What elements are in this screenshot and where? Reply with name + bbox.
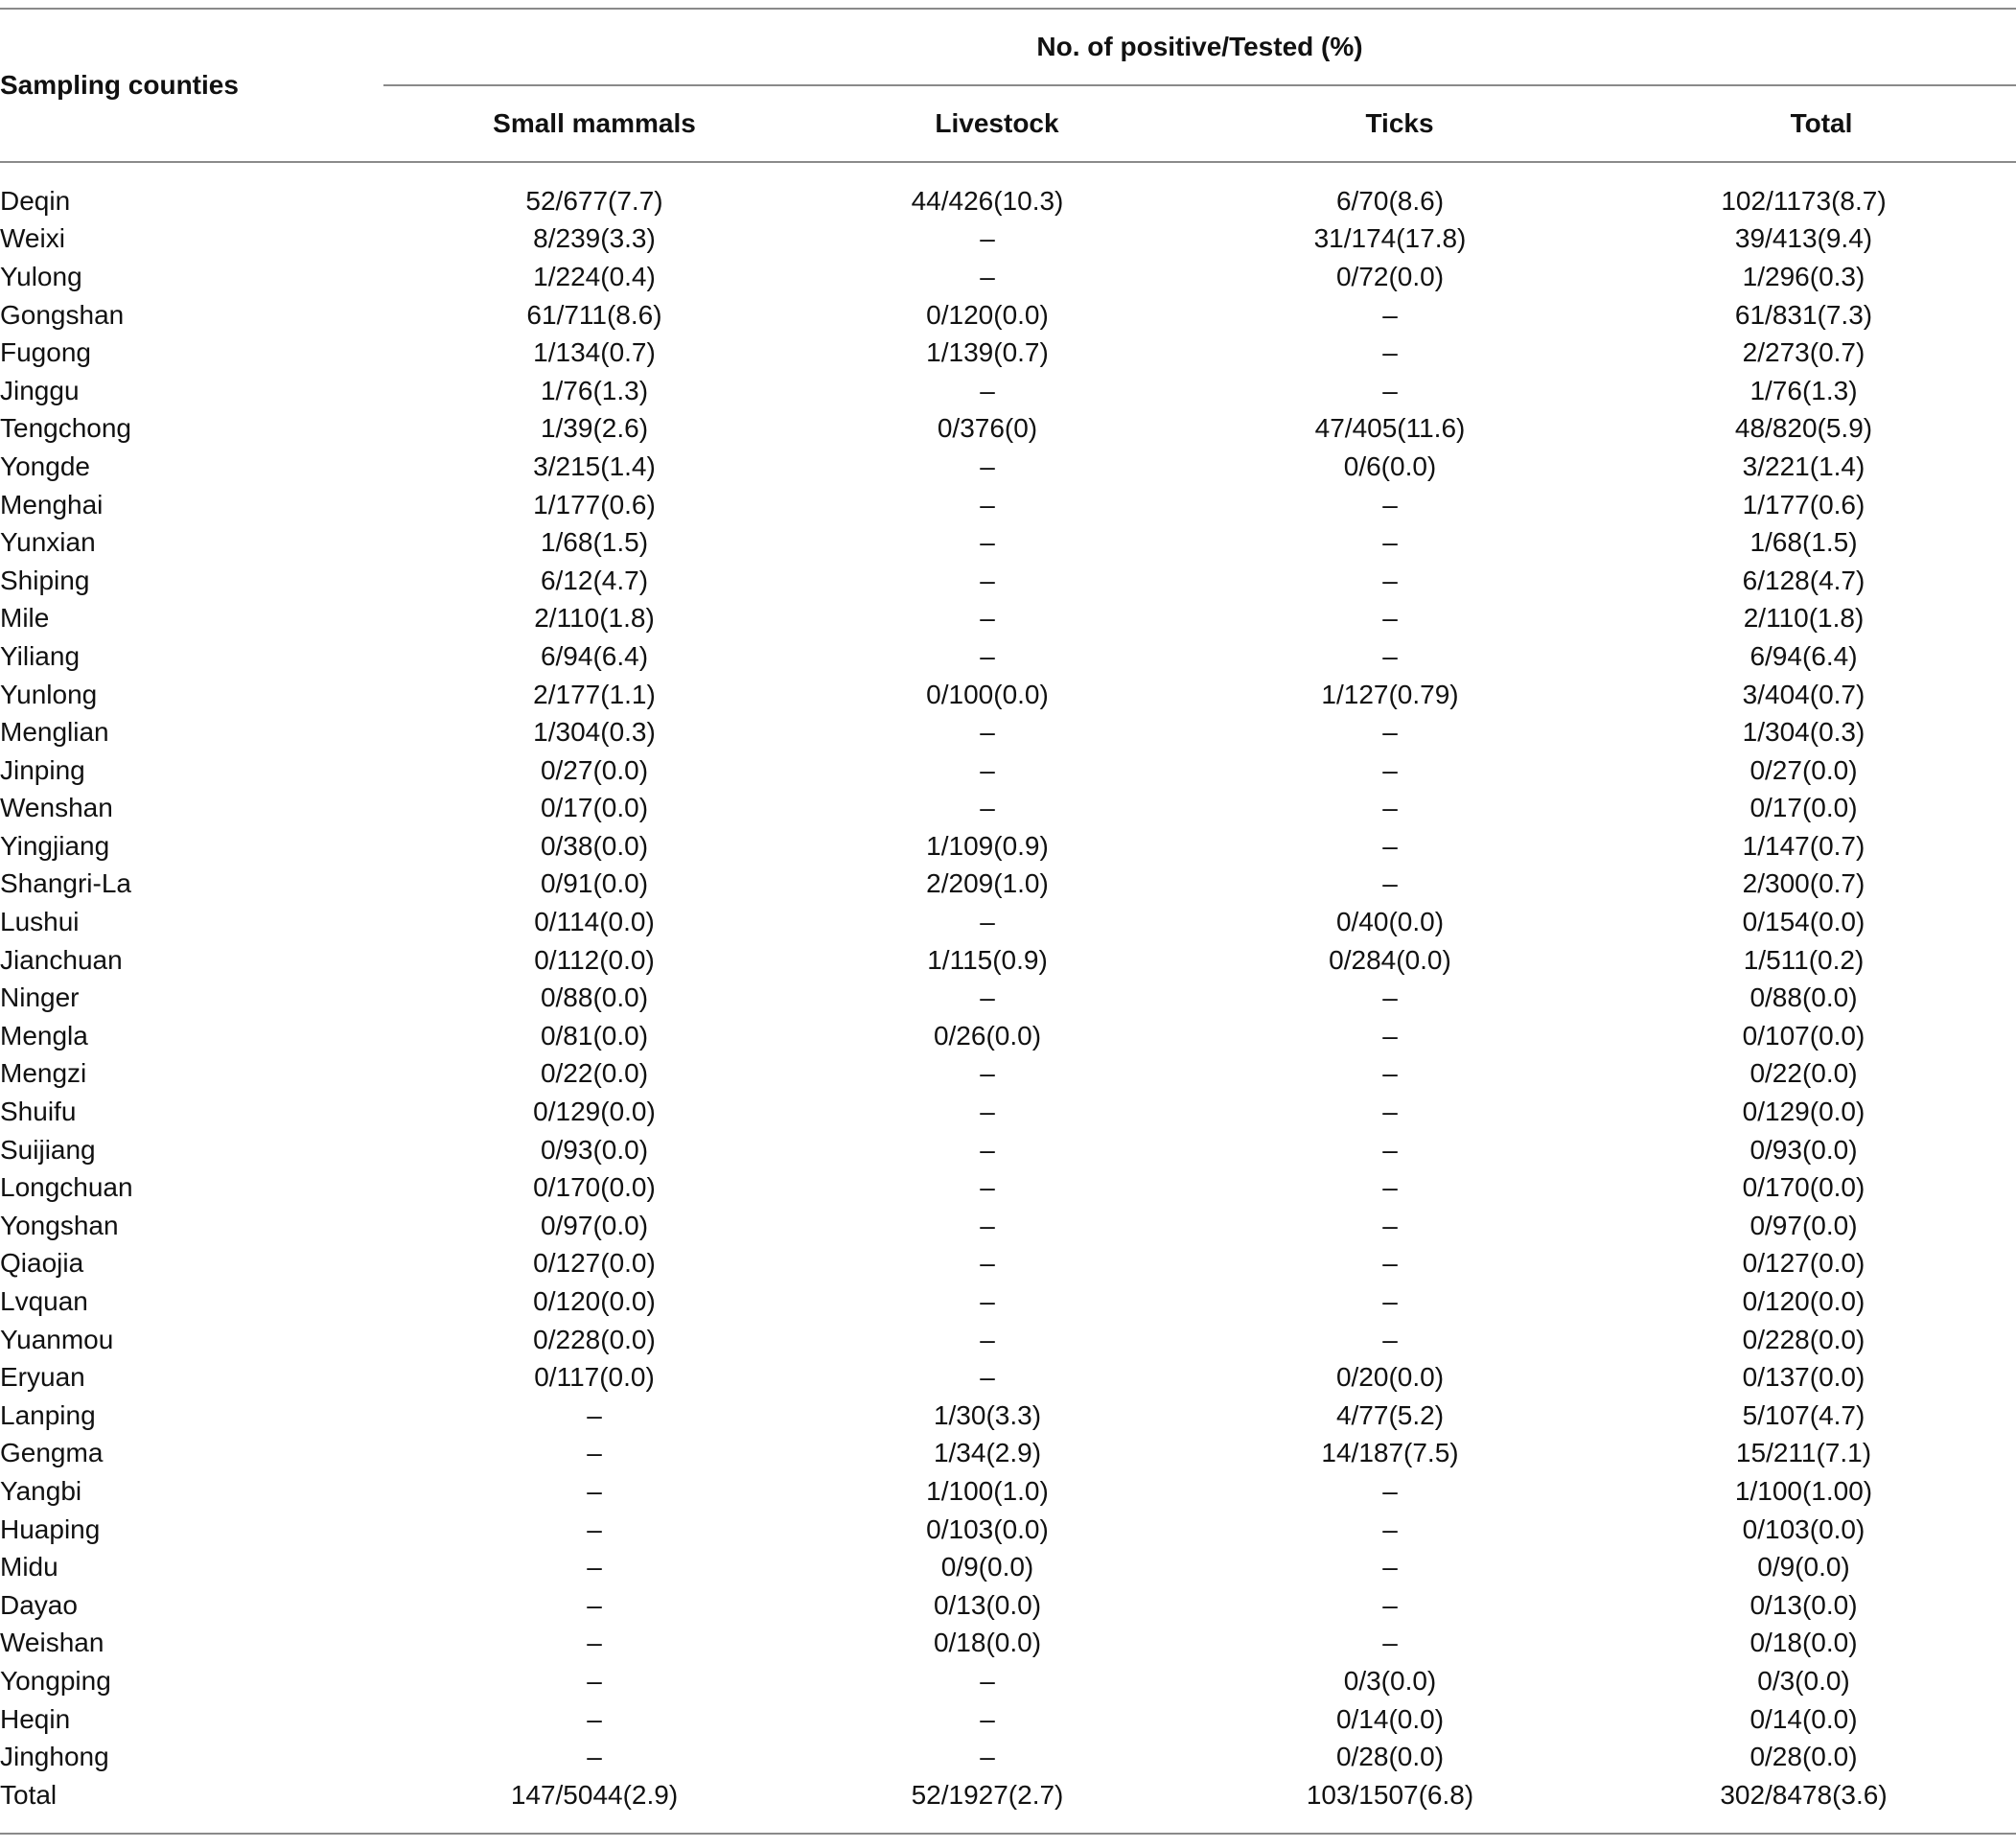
table-row <box>0 220 2016 259</box>
table-cell: – <box>980 640 995 671</box>
table-cell: 0/13(0.0) <box>933 1589 1042 1620</box>
table-cell: – <box>587 1703 602 1734</box>
header-bottom-rule <box>0 161 2016 163</box>
table-cell: 0/20(0.0) <box>1335 1362 1445 1393</box>
table-row <box>0 562 2016 600</box>
table-cell: 0/9(0.0) <box>1757 1552 1850 1582</box>
table-cell: – <box>980 603 995 634</box>
table-cell: 0/127(0.0) <box>1742 1248 1865 1279</box>
table-cell: – <box>980 982 995 1013</box>
table-cell: 0/38(0.0) <box>540 830 649 861</box>
table-cell: 0/97(0.0) <box>540 1210 649 1240</box>
table-cell: 1/115(0.9) <box>927 944 1048 975</box>
table-cell: 1/100(1.00) <box>1734 1475 1873 1506</box>
county-name-cell: Fugong <box>0 337 91 368</box>
table-cell: – <box>980 717 995 748</box>
table-cell: 0/91(0.0) <box>540 868 649 899</box>
table-cell: – <box>1382 337 1398 368</box>
table-cell: – <box>1382 527 1398 558</box>
table-cell: – <box>980 1172 995 1203</box>
table-cell: 1/127(0.79) <box>1321 679 1459 709</box>
county-name-cell: Shiping <box>0 565 90 595</box>
column-header-ticks: Ticks <box>1365 108 1434 138</box>
table-cell: – <box>980 565 995 595</box>
table-cell: 0/13(0.0) <box>1750 1589 1858 1620</box>
table-cell: 0/17(0.0) <box>540 793 649 823</box>
table-cell: 2/177(1.1) <box>533 679 656 709</box>
table-total-row <box>0 1776 2016 1814</box>
table-row <box>0 1131 2016 1169</box>
table-cell: – <box>587 1552 602 1582</box>
table-row <box>0 1662 2016 1700</box>
county-name-cell: Total <box>0 1779 58 1810</box>
table-cell: 1/39(2.6) <box>540 413 649 444</box>
table-cell: 0/22(0.0) <box>1750 1058 1858 1089</box>
table-row <box>0 1321 2016 1359</box>
county-name-cell: Gongshan <box>0 299 125 330</box>
county-name-cell: Lvquan <box>0 1286 88 1317</box>
table-cell: 8/239(3.3) <box>533 223 656 254</box>
table-cell: 102/1173(8.7) <box>1721 185 1887 216</box>
table-cell: 0/18(0.0) <box>1750 1628 1858 1658</box>
table-cell: 1/68(1.5) <box>540 527 649 558</box>
table-cell: – <box>1382 717 1398 748</box>
table-cell: – <box>1382 1628 1398 1658</box>
table-cell: – <box>1382 603 1398 634</box>
table-cell: 0/117(0.0) <box>534 1362 655 1393</box>
county-name-cell: Lushui <box>0 907 80 937</box>
table-cell: 0/129(0.0) <box>533 1097 656 1127</box>
table-cell: 1/30(3.3) <box>933 1399 1042 1430</box>
county-name-cell: Weishan <box>0 1628 104 1658</box>
table-cell: 6/128(4.7) <box>1742 565 1865 595</box>
county-name-cell: Yongde <box>0 450 90 481</box>
table-cell: 2/273(0.7) <box>1742 337 1865 368</box>
table-cell: 0/40(0.0) <box>1335 907 1445 937</box>
table-cell: 302/8478(3.6) <box>1720 1779 1888 1810</box>
table-cell: 47/405(11.6) <box>1314 413 1466 444</box>
table-cell: – <box>587 1742 602 1772</box>
table-cell: 61/831(7.3) <box>1734 299 1873 330</box>
county-name-cell: Yuanmou <box>0 1324 114 1354</box>
table-cell: 0/14(0.0) <box>1750 1703 1858 1734</box>
table-cell: 1/34(2.9) <box>933 1438 1042 1468</box>
county-name-cell: Shuifu <box>0 1097 77 1127</box>
county-name-cell: Jinping <box>0 754 85 785</box>
table-cell: 1/134(0.7) <box>533 337 656 368</box>
table-row <box>0 676 2016 714</box>
table-cell: – <box>587 1628 602 1658</box>
county-name-cell: Wenshan <box>0 793 113 823</box>
table-row <box>0 1548 2016 1586</box>
table-cell: – <box>1382 1058 1398 1089</box>
table-cell: – <box>1382 1552 1398 1582</box>
table-bottom-rule <box>0 1833 2016 1835</box>
table-cell: 52/677(7.7) <box>525 185 663 216</box>
column-header-livestock: Livestock <box>935 108 1059 138</box>
table-row <box>0 486 2016 524</box>
county-name-cell: Jinghong <box>0 1742 109 1772</box>
table-cell: 0/107(0.0) <box>1742 1020 1865 1051</box>
table-cell: 1/76(1.3) <box>1750 375 1858 405</box>
table-row <box>0 751 2016 790</box>
table-cell: – <box>587 1589 602 1620</box>
table-row <box>0 1700 2016 1739</box>
table-cell: 0/18(0.0) <box>933 1628 1042 1658</box>
county-name-cell: Jinggu <box>0 375 80 405</box>
table-cell: – <box>1382 1248 1398 1279</box>
table-cell: 2/209(1.0) <box>926 868 1049 899</box>
county-name-cell: Yunlong <box>0 679 98 709</box>
table-cell: – <box>1382 1020 1398 1051</box>
table-cell: 3/404(0.7) <box>1742 679 1865 709</box>
county-name-cell: Yongping <box>0 1665 111 1696</box>
row-header-sampling-counties: Sampling counties <box>0 70 239 100</box>
table-cell: 0/120(0.0) <box>926 299 1049 330</box>
table-cell: 0/3(0.0) <box>1757 1665 1850 1696</box>
table-cell: – <box>1382 1172 1398 1203</box>
table-cell: 1/100(1.0) <box>926 1475 1049 1506</box>
table-row <box>0 1017 2016 1055</box>
table-cell: – <box>980 489 995 520</box>
table-cell: 1/109(0.9) <box>926 830 1049 861</box>
county-name-cell: Menghai <box>0 489 104 520</box>
table-row <box>0 448 2016 486</box>
table-cell: 0/103(0.0) <box>1742 1513 1865 1544</box>
table-cell: 1/147(0.7) <box>1742 830 1865 861</box>
table-cell: – <box>980 450 995 481</box>
table-cell: 0/100(0.0) <box>926 679 1049 709</box>
county-name-cell: Deqin <box>0 185 71 216</box>
table-cell: – <box>980 223 995 254</box>
table-cell: – <box>1382 1589 1398 1620</box>
column-group-header: No. of positive/Tested (%) <box>1036 32 1363 61</box>
table-cell: 0/93(0.0) <box>540 1134 649 1165</box>
table-row <box>0 866 2016 904</box>
table-cell: 0/114(0.0) <box>534 907 655 937</box>
county-name-cell: Shangri-La <box>0 868 131 899</box>
table-row <box>0 334 2016 372</box>
county-name-cell: Heqin <box>0 1703 71 1734</box>
table-cell: 44/426(10.3) <box>911 185 1064 216</box>
table-cell: – <box>980 1324 995 1354</box>
table-row <box>0 1397 2016 1435</box>
county-name-cell: Yingjiang <box>0 830 110 861</box>
table-cell: 6/94(6.4) <box>1750 640 1858 671</box>
table-row <box>0 1435 2016 1473</box>
column-header-small-mammals: Small mammals <box>493 108 696 138</box>
table-cell: – <box>980 527 995 558</box>
table-cell: 0/103(0.0) <box>926 1513 1049 1544</box>
table-cell: – <box>980 1362 995 1393</box>
table-cell: – <box>980 754 995 785</box>
table-cell: 0/17(0.0) <box>1750 793 1858 823</box>
table-cell: 0/27(0.0) <box>1750 754 1858 785</box>
table-cell: 1/304(0.3) <box>533 717 656 748</box>
table-cell: – <box>980 907 995 937</box>
table-cell: 1/304(0.3) <box>1742 717 1865 748</box>
table-cell: 0/228(0.0) <box>533 1324 656 1354</box>
table-cell: 0/28(0.0) <box>1335 1742 1445 1772</box>
table-cell: – <box>980 261 995 291</box>
table-cell: – <box>587 1665 602 1696</box>
table-top-rule <box>0 8 2016 10</box>
table-row <box>0 1738 2016 1776</box>
county-name-cell: Weixi <box>0 223 65 254</box>
table-cell: 0/170(0.0) <box>533 1172 656 1203</box>
table-cell: – <box>1382 1097 1398 1127</box>
table-cell: 4/77(5.2) <box>1335 1399 1445 1430</box>
table-cell: – <box>1382 1134 1398 1165</box>
county-name-cell: Lanping <box>0 1399 96 1430</box>
table-cell: 0/81(0.0) <box>540 1020 649 1051</box>
table-cell: – <box>980 1097 995 1127</box>
table-row <box>0 941 2016 980</box>
table-cell: 2/110(1.8) <box>534 603 655 634</box>
table-cell: – <box>1382 640 1398 671</box>
table-cell: 0/93(0.0) <box>1750 1134 1858 1165</box>
table-row <box>0 713 2016 751</box>
column-header-total: Total <box>1790 108 1853 138</box>
county-name-cell: Mile <box>0 603 50 634</box>
table-row <box>0 637 2016 676</box>
table-cell: 1/68(1.5) <box>1750 527 1858 558</box>
table-row <box>0 372 2016 410</box>
county-name-cell: Yangbi <box>0 1475 82 1506</box>
table-cell: – <box>1382 565 1398 595</box>
table-cell: – <box>980 793 995 823</box>
table-cell: 1/76(1.3) <box>540 375 649 405</box>
table-cell: – <box>587 1438 602 1468</box>
county-name-cell: Mengzi <box>0 1058 87 1089</box>
table-cell: – <box>1382 754 1398 785</box>
table-cell: 52/1927(2.7) <box>911 1779 1064 1810</box>
table-cell: 15/211(7.1) <box>1735 1438 1872 1468</box>
table-row <box>0 1093 2016 1131</box>
table-cell: 6/12(4.7) <box>540 565 649 595</box>
table-cell: – <box>1382 793 1398 823</box>
table-row <box>0 1282 2016 1321</box>
county-name-cell: Yiliang <box>0 640 81 671</box>
table-row <box>0 1358 2016 1397</box>
county-name-cell: Qiaojia <box>0 1248 84 1279</box>
table-cell: 3/215(1.4) <box>533 450 656 481</box>
table-cell: 39/413(9.4) <box>1734 223 1873 254</box>
county-name-cell: Mengla <box>0 1020 88 1051</box>
table-cell: – <box>1382 830 1398 861</box>
table-cell: 2/110(1.8) <box>1743 603 1865 634</box>
table-cell: 0/137(0.0) <box>1742 1362 1865 1393</box>
county-name-cell: Yulong <box>0 261 82 291</box>
table-cell: 0/170(0.0) <box>1742 1172 1865 1203</box>
group-header-underline <box>383 84 2016 86</box>
county-name-cell: Ninger <box>0 982 80 1013</box>
table-row <box>0 182 2016 220</box>
data-table <box>0 182 2016 1814</box>
table-cell: 0/154(0.0) <box>1742 907 1865 937</box>
table-cell: 0/9(0.0) <box>940 1552 1034 1582</box>
table-cell: – <box>1382 868 1398 899</box>
table-cell: – <box>1382 489 1398 520</box>
table-cell: 0/6(0.0) <box>1343 450 1437 481</box>
table-cell: 48/820(5.9) <box>1734 413 1873 444</box>
table-cell: 6/70(8.6) <box>1335 185 1445 216</box>
table-cell: – <box>980 1210 995 1240</box>
table-cell: 61/711(8.6) <box>526 299 662 330</box>
table-cell: 5/107(4.7) <box>1742 1399 1865 1430</box>
table-cell: 0/97(0.0) <box>1750 1210 1858 1240</box>
table-row <box>0 827 2016 866</box>
county-name-cell: Suijiang <box>0 1134 96 1165</box>
county-name-cell: Dayao <box>0 1589 78 1620</box>
table-row <box>0 1207 2016 1245</box>
table-row <box>0 258 2016 296</box>
county-name-cell: Jianchuan <box>0 944 123 975</box>
table-cell: 1/224(0.4) <box>533 261 656 291</box>
table-row <box>0 410 2016 449</box>
table-cell: 2/300(0.7) <box>1742 868 1865 899</box>
table-cell: 0/22(0.0) <box>540 1058 649 1089</box>
table-cell: 3/221(1.4) <box>1742 450 1865 481</box>
table-row <box>0 296 2016 335</box>
table-cell: – <box>980 1742 995 1772</box>
table-cell: 0/120(0.0) <box>533 1286 656 1317</box>
table-body <box>0 182 2016 1814</box>
table-cell: – <box>1382 1324 1398 1354</box>
table-cell: 0/127(0.0) <box>533 1248 656 1279</box>
table-row <box>0 903 2016 941</box>
table-cell: 0/284(0.0) <box>1329 944 1451 975</box>
table-cell: 0/88(0.0) <box>1750 982 1858 1013</box>
table-row <box>0 1511 2016 1549</box>
table-row <box>0 1245 2016 1283</box>
county-name-cell: Menglian <box>0 717 109 748</box>
table-cell: 0/112(0.0) <box>534 944 655 975</box>
county-name-cell: Longchuan <box>0 1172 133 1203</box>
table-row <box>0 1168 2016 1207</box>
table-cell: 0/3(0.0) <box>1343 1665 1437 1696</box>
county-name-cell: Tengchong <box>0 413 132 444</box>
table-row <box>0 979 2016 1017</box>
table-cell: 14/187(7.5) <box>1321 1438 1459 1468</box>
table-cell: – <box>1382 1286 1398 1317</box>
table-cell: 1/511(0.2) <box>1743 944 1865 975</box>
table-cell: 0/120(0.0) <box>1742 1286 1865 1317</box>
table-cell: – <box>1382 375 1398 405</box>
table-row <box>0 1586 2016 1625</box>
table-cell: – <box>1382 299 1398 330</box>
table-cell: 1/177(0.6) <box>533 489 656 520</box>
county-name-cell: Huaping <box>0 1513 101 1544</box>
county-name-cell: Eryuan <box>0 1362 85 1393</box>
county-name-cell: Yunxian <box>0 527 96 558</box>
table-cell: 0/228(0.0) <box>1742 1324 1865 1354</box>
table-cell: 147/5044(2.9) <box>510 1779 679 1810</box>
table-cell: 0/376(0) <box>937 413 1038 444</box>
table-cell: 1/177(0.6) <box>1742 489 1865 520</box>
table-cell: – <box>980 1134 995 1165</box>
county-name-cell: Gengma <box>0 1438 104 1468</box>
table-cell: 1/139(0.7) <box>926 337 1049 368</box>
table-cell: 0/72(0.0) <box>1335 261 1445 291</box>
table-cell: 0/26(0.0) <box>933 1020 1042 1051</box>
table-cell: – <box>1382 1210 1398 1240</box>
table-cell: 0/14(0.0) <box>1335 1703 1445 1734</box>
table-cell: – <box>1382 982 1398 1013</box>
table-row <box>0 1055 2016 1094</box>
county-name-cell: Midu <box>0 1552 58 1582</box>
table-cell: – <box>1382 1513 1398 1544</box>
table-cell: 0/27(0.0) <box>540 754 649 785</box>
table-cell: – <box>587 1399 602 1430</box>
table-cell: 0/88(0.0) <box>540 982 649 1013</box>
table-cell: – <box>980 1058 995 1089</box>
table-cell: – <box>1382 1475 1398 1506</box>
table-cell: 6/94(6.4) <box>540 640 649 671</box>
table-row <box>0 600 2016 638</box>
table-row <box>0 523 2016 562</box>
table-cell: – <box>980 1703 995 1734</box>
table-cell: – <box>980 375 995 405</box>
table-row <box>0 790 2016 828</box>
table-row <box>0 1625 2016 1663</box>
county-name-cell: Yongshan <box>0 1210 119 1240</box>
table-cell: 1/296(0.3) <box>1742 261 1865 291</box>
table-cell: – <box>980 1286 995 1317</box>
table-cell: – <box>980 1248 995 1279</box>
table-row <box>0 1472 2016 1511</box>
table-cell: 31/174(17.8) <box>1313 223 1467 254</box>
table-cell: 103/1507(6.8) <box>1306 1779 1474 1810</box>
table-cell: – <box>587 1513 602 1544</box>
table-cell: 0/28(0.0) <box>1750 1742 1858 1772</box>
table-cell: – <box>587 1475 602 1506</box>
table-cell: – <box>980 1665 995 1696</box>
table-cell: 0/129(0.0) <box>1742 1097 1865 1127</box>
